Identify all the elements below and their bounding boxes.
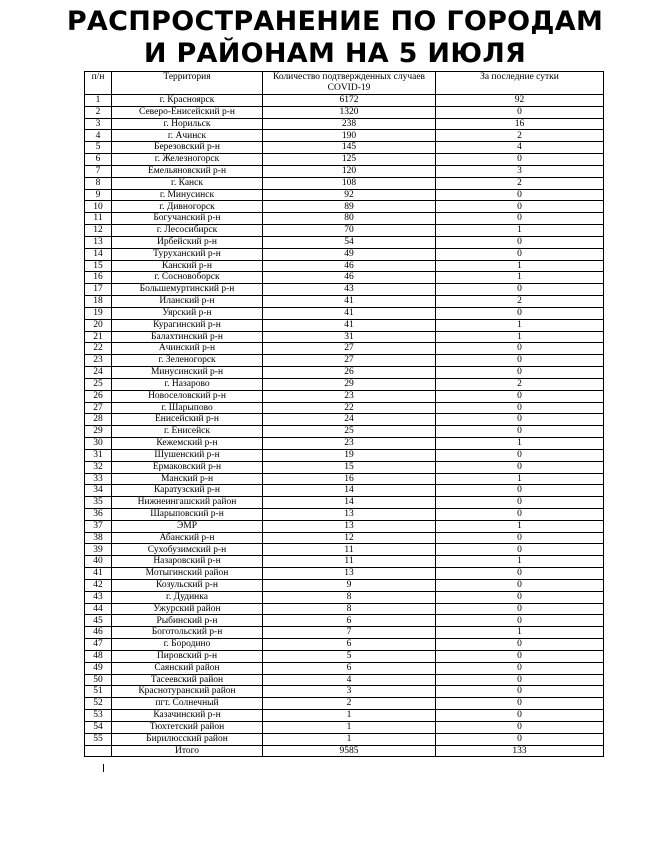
row-confirmed: 1 (263, 733, 436, 745)
table-row (85, 686, 604, 698)
row-last-day: 0 (436, 532, 604, 544)
table-row (85, 698, 604, 710)
row-num: 45 (85, 615, 112, 627)
row-confirmed: 13 (263, 568, 436, 580)
row-last-day: 0 (436, 591, 604, 603)
row-num: 10 (85, 201, 112, 213)
row-last-day: 0 (436, 508, 604, 520)
row-last-day: 1 (436, 272, 604, 284)
row-last-day: 0 (436, 390, 604, 402)
row-territory: г. Шарыпово (112, 402, 263, 414)
table-row (85, 367, 604, 379)
table-row (85, 189, 604, 201)
table-row (85, 662, 604, 674)
row-territory: г. Лесосибирск (112, 225, 263, 237)
row-last-day: 0 (436, 343, 604, 355)
row-confirmed: 26 (263, 367, 436, 379)
row-num: 17 (85, 284, 112, 296)
row-last-day: 1 (436, 556, 604, 568)
row-last-day: 0 (436, 603, 604, 615)
table-row (85, 603, 604, 615)
row-territory: Курагинский р-н (112, 319, 263, 331)
row-last-day: 0 (436, 236, 604, 248)
row-confirmed: 41 (263, 319, 436, 331)
row-confirmed: 54 (263, 236, 436, 248)
row-confirmed: 8 (263, 603, 436, 615)
row-last-day: 0 (436, 449, 604, 461)
row-num: 43 (85, 591, 112, 603)
row-num: 40 (85, 556, 112, 568)
header-confirmed: Количество подтвержденных случаев COVID-19 (263, 72, 436, 95)
row-num: 54 (85, 721, 112, 733)
row-territory: Балахтинский р-н (112, 331, 263, 343)
row-num: 27 (85, 402, 112, 414)
table-header-row (85, 72, 604, 95)
row-territory: Краснотуранский район (112, 686, 263, 698)
row-territory: ЭМР (112, 520, 263, 532)
table-row (85, 165, 604, 177)
row-num: 34 (85, 485, 112, 497)
row-territory: Казачинский р-н (112, 710, 263, 722)
row-confirmed: 11 (263, 556, 436, 568)
row-num: 8 (85, 177, 112, 189)
row-last-day: 0 (436, 674, 604, 686)
row-confirmed: 43 (263, 284, 436, 296)
row-num: 31 (85, 449, 112, 461)
row-num: 24 (85, 367, 112, 379)
table-row (85, 343, 604, 355)
row-confirmed: 1320 (263, 106, 436, 118)
header-last-day: За последние сутки (436, 72, 604, 95)
table-row (85, 733, 604, 745)
table-row (85, 225, 604, 237)
row-territory: Абанский р-н (112, 532, 263, 544)
row-confirmed: 108 (263, 177, 436, 189)
row-territory: Емельяновский р-н (112, 165, 263, 177)
row-confirmed: 15 (263, 461, 436, 473)
row-territory: Ужурский район (112, 603, 263, 615)
table-row (85, 473, 604, 485)
row-territory: Кежемский р-н (112, 438, 263, 450)
row-territory: г. Сосновоборск (112, 272, 263, 284)
table-row (85, 331, 604, 343)
row-num: 48 (85, 650, 112, 662)
row-territory: Иланский р-н (112, 296, 263, 308)
row-last-day: 0 (436, 686, 604, 698)
table-row (85, 177, 604, 189)
row-last-day: 0 (436, 568, 604, 580)
row-confirmed: 6 (263, 662, 436, 674)
row-territory: Ирбейский р-н (112, 236, 263, 248)
row-last-day: 1 (436, 319, 604, 331)
row-num: 3 (85, 118, 112, 130)
table-row (85, 319, 604, 331)
row-num: 41 (85, 568, 112, 580)
table-row (85, 272, 604, 284)
row-confirmed: 9 (263, 579, 436, 591)
row-last-day: 0 (436, 307, 604, 319)
table-row (85, 615, 604, 627)
row-last-day: 0 (436, 485, 604, 497)
row-confirmed: 13 (263, 508, 436, 520)
table-row (85, 154, 604, 166)
stray-mark (103, 764, 104, 772)
row-num: 20 (85, 319, 112, 331)
row-num: 25 (85, 378, 112, 390)
row-confirmed: 24 (263, 414, 436, 426)
row-territory: Ачинский р-н (112, 343, 263, 355)
table-row (85, 307, 604, 319)
row-last-day: 16 (436, 118, 604, 130)
table-row (85, 414, 604, 426)
row-confirmed: 125 (263, 154, 436, 166)
table-row (85, 579, 604, 591)
row-last-day: 1 (436, 627, 604, 639)
table-row (85, 236, 604, 248)
row-last-day: 0 (436, 497, 604, 509)
table-row (85, 201, 604, 213)
row-last-day: 1 (436, 260, 604, 272)
row-num: 23 (85, 355, 112, 367)
total-num (85, 745, 112, 757)
table-row (85, 95, 604, 107)
row-territory: г. Енисейск (112, 426, 263, 438)
row-num: 19 (85, 307, 112, 319)
table-row (85, 402, 604, 414)
row-num: 26 (85, 390, 112, 402)
row-last-day: 0 (436, 106, 604, 118)
row-territory: Пировский р-н (112, 650, 263, 662)
row-last-day: 0 (436, 248, 604, 260)
row-num: 32 (85, 461, 112, 473)
row-last-day: 0 (436, 367, 604, 379)
row-last-day: 92 (436, 95, 604, 107)
row-confirmed: 92 (263, 189, 436, 201)
row-num: 7 (85, 165, 112, 177)
row-last-day: 0 (436, 355, 604, 367)
row-territory: Шарыповский р-н (112, 508, 263, 520)
row-confirmed: 70 (263, 225, 436, 237)
row-num: 37 (85, 520, 112, 532)
row-confirmed: 5 (263, 650, 436, 662)
row-confirmed: 3 (263, 686, 436, 698)
row-territory: г. Железногорск (112, 154, 263, 166)
row-num: 6 (85, 154, 112, 166)
row-num: 11 (85, 213, 112, 225)
row-last-day: 0 (436, 733, 604, 745)
row-num: 9 (85, 189, 112, 201)
row-num: 13 (85, 236, 112, 248)
row-last-day: 0 (436, 189, 604, 201)
cases-table (84, 71, 604, 757)
row-confirmed: 6 (263, 639, 436, 651)
table-row (85, 544, 604, 556)
row-territory: Шушенский р-н (112, 449, 263, 461)
row-confirmed: 12 (263, 532, 436, 544)
row-territory: Уярский р-н (112, 307, 263, 319)
row-num: 44 (85, 603, 112, 615)
row-confirmed: 29 (263, 378, 436, 390)
table-row (85, 674, 604, 686)
row-last-day: 0 (436, 615, 604, 627)
table-row (85, 284, 604, 296)
row-confirmed: 6 (263, 615, 436, 627)
row-num: 38 (85, 532, 112, 544)
row-num: 53 (85, 710, 112, 722)
table-row (85, 639, 604, 651)
table-row (85, 591, 604, 603)
row-last-day: 0 (436, 201, 604, 213)
row-confirmed: 31 (263, 331, 436, 343)
row-territory: Козульский р-н (112, 579, 263, 591)
table-row (85, 650, 604, 662)
table-row (85, 296, 604, 308)
row-last-day: 3 (436, 165, 604, 177)
table-row (85, 260, 604, 272)
row-confirmed: 19 (263, 449, 436, 461)
row-num: 15 (85, 260, 112, 272)
row-confirmed: 25 (263, 426, 436, 438)
header-num: п/н (85, 72, 112, 95)
row-last-day: 0 (436, 284, 604, 296)
row-confirmed: 238 (263, 118, 436, 130)
row-confirmed: 16 (263, 473, 436, 485)
row-last-day: 0 (436, 579, 604, 591)
row-confirmed: 27 (263, 343, 436, 355)
row-num: 12 (85, 225, 112, 237)
row-territory: пгт. Солнечный (112, 698, 263, 710)
row-num: 39 (85, 544, 112, 556)
row-num: 5 (85, 142, 112, 154)
row-confirmed: 23 (263, 390, 436, 402)
row-num: 35 (85, 497, 112, 509)
row-territory: г. Канск (112, 177, 263, 189)
row-num: 2 (85, 106, 112, 118)
row-territory: Минусинский р-н (112, 367, 263, 379)
row-num: 52 (85, 698, 112, 710)
row-confirmed: 41 (263, 296, 436, 308)
row-territory: Канский р-н (112, 260, 263, 272)
table-row (85, 532, 604, 544)
row-territory: г. Норильск (112, 118, 263, 130)
table-row (85, 485, 604, 497)
row-num: 42 (85, 579, 112, 591)
row-territory: Большемуртинский р-н (112, 284, 263, 296)
table-row (85, 390, 604, 402)
row-num: 22 (85, 343, 112, 355)
row-num: 14 (85, 248, 112, 260)
table-row (85, 378, 604, 390)
row-territory: Енисейский р-н (112, 414, 263, 426)
row-num: 18 (85, 296, 112, 308)
table-row (85, 520, 604, 532)
total-confirmed: 9585 (263, 745, 436, 757)
row-territory: Манский р-н (112, 473, 263, 485)
row-num: 47 (85, 639, 112, 651)
row-num: 30 (85, 438, 112, 450)
row-last-day: 0 (436, 461, 604, 473)
row-num: 36 (85, 508, 112, 520)
row-last-day: 1 (436, 225, 604, 237)
row-territory: Нижнеингашский район (112, 497, 263, 509)
row-num: 50 (85, 674, 112, 686)
row-num: 28 (85, 414, 112, 426)
table-row (85, 497, 604, 509)
row-territory: Назаровский р-н (112, 556, 263, 568)
table-row (85, 710, 604, 722)
page-title (0, 6, 670, 70)
row-confirmed: 11 (263, 544, 436, 556)
row-num: 33 (85, 473, 112, 485)
row-territory: Богучанский р-н (112, 213, 263, 225)
table-row (85, 556, 604, 568)
table-row (85, 449, 604, 461)
table-row (85, 248, 604, 260)
row-territory: Тасеевский район (112, 674, 263, 686)
row-confirmed: 1 (263, 710, 436, 722)
table-row (85, 438, 604, 450)
row-num: 1 (85, 95, 112, 107)
row-last-day: 0 (436, 544, 604, 556)
table-row (85, 118, 604, 130)
row-confirmed: 22 (263, 402, 436, 414)
row-last-day: 1 (436, 520, 604, 532)
row-territory: Бирилюсский район (112, 733, 263, 745)
row-last-day: 2 (436, 130, 604, 142)
row-confirmed: 6172 (263, 95, 436, 107)
row-last-day: 1 (436, 473, 604, 485)
row-last-day: 1 (436, 438, 604, 450)
row-territory: г. Дивногорск (112, 201, 263, 213)
row-num: 51 (85, 686, 112, 698)
table-row (85, 355, 604, 367)
table-row (85, 426, 604, 438)
row-territory: Боготольский р-н (112, 627, 263, 639)
row-confirmed: 4 (263, 674, 436, 686)
row-num: 29 (85, 426, 112, 438)
row-territory: Каратузский р-н (112, 485, 263, 497)
row-last-day: 4 (436, 142, 604, 154)
row-confirmed: 23 (263, 438, 436, 450)
row-territory: Рыбинский р-н (112, 615, 263, 627)
row-last-day: 0 (436, 650, 604, 662)
row-territory: Ермаковский р-н (112, 461, 263, 473)
row-last-day: 0 (436, 698, 604, 710)
row-num: 55 (85, 733, 112, 745)
row-last-day: 0 (436, 639, 604, 651)
row-confirmed: 7 (263, 627, 436, 639)
row-confirmed: 1 (263, 721, 436, 733)
row-territory: г. Дудинка (112, 591, 263, 603)
row-territory: Саянский район (112, 662, 263, 674)
row-territory: г. Зеленогорск (112, 355, 263, 367)
row-confirmed: 190 (263, 130, 436, 142)
row-territory: г. Ачинск (112, 130, 263, 142)
table-row (85, 627, 604, 639)
row-last-day: 0 (436, 213, 604, 225)
row-confirmed: 2 (263, 698, 436, 710)
row-confirmed: 46 (263, 260, 436, 272)
total-row (85, 745, 604, 757)
table-row (85, 130, 604, 142)
row-confirmed: 14 (263, 485, 436, 497)
row-confirmed: 80 (263, 213, 436, 225)
row-last-day: 0 (436, 402, 604, 414)
table-row (85, 461, 604, 473)
header-territory: Территория (112, 72, 263, 95)
row-confirmed: 49 (263, 248, 436, 260)
row-num: 16 (85, 272, 112, 284)
total-last-day: 133 (436, 745, 604, 757)
row-territory: Сухобузимский р-н (112, 544, 263, 556)
row-territory: г. Бородино (112, 639, 263, 651)
row-territory: Березовский р-н (112, 142, 263, 154)
row-confirmed: 14 (263, 497, 436, 509)
row-confirmed: 89 (263, 201, 436, 213)
row-last-day: 0 (436, 154, 604, 166)
table-row (85, 213, 604, 225)
row-num: 49 (85, 662, 112, 674)
table-row (85, 106, 604, 118)
row-num: 46 (85, 627, 112, 639)
row-territory: г. Красноярск (112, 95, 263, 107)
row-last-day: 0 (436, 721, 604, 733)
table-body (85, 95, 604, 746)
row-last-day: 2 (436, 177, 604, 189)
row-last-day: 0 (436, 426, 604, 438)
row-territory: г. Минусинск (112, 189, 263, 201)
row-territory: Новоселовский р-н (112, 390, 263, 402)
row-confirmed: 120 (263, 165, 436, 177)
row-confirmed: 46 (263, 272, 436, 284)
row-territory: Туруханский р-н (112, 248, 263, 260)
row-confirmed: 41 (263, 307, 436, 319)
title-line-2: И РАЙОНАМ НА 5 ИЮЛЯ (143, 38, 527, 69)
table-row (85, 508, 604, 520)
row-last-day: 2 (436, 296, 604, 308)
row-num: 4 (85, 130, 112, 142)
total-label: Итого (112, 745, 263, 757)
title-line-1: РАСПРОСТРАНЕНИЕ ПО ГОРОДАМ (66, 6, 604, 37)
table-row (85, 721, 604, 733)
row-last-day: 0 (436, 662, 604, 674)
row-confirmed: 8 (263, 591, 436, 603)
row-confirmed: 145 (263, 142, 436, 154)
row-territory: г. Назарово (112, 378, 263, 390)
row-last-day: 0 (436, 710, 604, 722)
row-last-day: 2 (436, 378, 604, 390)
table-row (85, 568, 604, 580)
row-confirmed: 27 (263, 355, 436, 367)
row-num: 21 (85, 331, 112, 343)
row-territory: Северо-Енисейский р-н (112, 106, 263, 118)
row-last-day: 0 (436, 414, 604, 426)
row-last-day: 1 (436, 331, 604, 343)
table-row (85, 142, 604, 154)
row-confirmed: 13 (263, 520, 436, 532)
row-territory: Тюхтетский район (112, 721, 263, 733)
row-territory: Мотыгинский район (112, 568, 263, 580)
